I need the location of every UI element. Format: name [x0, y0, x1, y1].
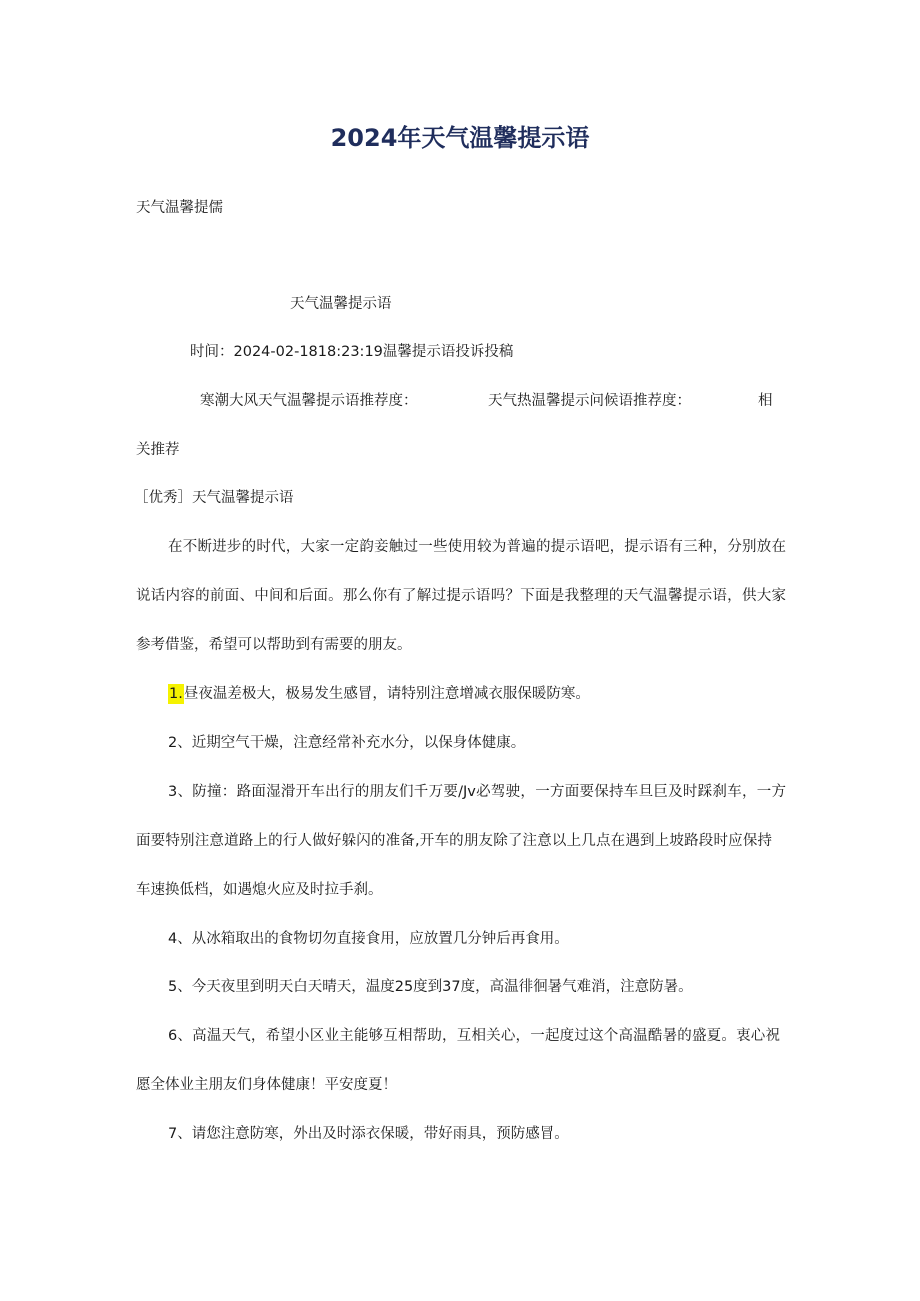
subheading: 天气温馨提儒: [136, 200, 223, 216]
list-item-3-line-3: 车速换低档，如遇熄火应及时拉手刹。: [136, 882, 383, 898]
intro-line-2: 说话内容的前面、中间和后面。那么你有了解过提示语吗？下面是我整理的天气温馨提示语，供大家: [136, 588, 786, 604]
list-item-1-text: 昼夜温差极大，极易发生感冒，请特别注意增减衣服保暖防寒。: [183, 686, 590, 702]
related-link-cold-wave[interactable]: 寒潮大风天气温馨提示语推荐度：: [200, 393, 418, 409]
inner-title: 天气温馨提示语: [290, 296, 392, 312]
list-item-1: [168, 684, 590, 704]
list-item-5: 5、今天夜里到明天白天晴天，温度25度到37度，高温徘徊暑气难消，注意防暑。: [168, 979, 693, 995]
related-label-start: 相: [758, 393, 773, 409]
list-item-3-line-2: 面要特别注意道路上的行人做好躲闪的准备,开车的朋友除了注意以上几点在遇到上坡路段时应保持: [136, 833, 772, 849]
intro-line-1: 在不断进步的时代，大家一定韵妾触过一些使用较为普遍的提示语吧，提示语有三种，分别放在: [168, 539, 786, 555]
list-item-3-line-1: 3、防撞：路面湿滑开车出行的朋友们千万要/Jv必驾驶，一方面要保持车旦巨及时踩刹车，一方: [168, 784, 786, 800]
list-item-7: 7、请您注意防寒，外出及时添衣保暖，带好雨具，预防感冒。: [168, 1126, 569, 1142]
meta-line: 时间：2024-02-1818:23:19温馨提示语投诉投稿: [190, 344, 514, 360]
section-tag: ［优秀］天气温馨提示语: [134, 490, 294, 506]
intro-line-3: 参考借鉴，希望可以帮助到有需要的朋友。: [136, 637, 412, 653]
page-title: 2024年天气温馨提示语: [330, 124, 590, 152]
list-item-6-line-1: 6、高温天气，希望小区业主能够互相帮助，互相关心，一起度过这个高温酷暑的盛夏。衷心祝: [168, 1028, 780, 1044]
related-link-hot-weather[interactable]: 天气热温馨提示问候语推荐度：: [488, 393, 691, 409]
list-item-2: 2、近期空气干燥，注意经常补充水分，以保身体健康。: [168, 735, 526, 751]
highlight-marker: 1.: [169, 686, 183, 702]
list-item-6-line-2: 愿全体业主朋友们身体健康！平安度夏！: [136, 1077, 397, 1093]
related-label-end: 关推荐: [136, 442, 180, 458]
list-item-4: 4、从冰箱取出的食物切勿直接食用，应放置几分钟后再食用。: [168, 931, 569, 947]
